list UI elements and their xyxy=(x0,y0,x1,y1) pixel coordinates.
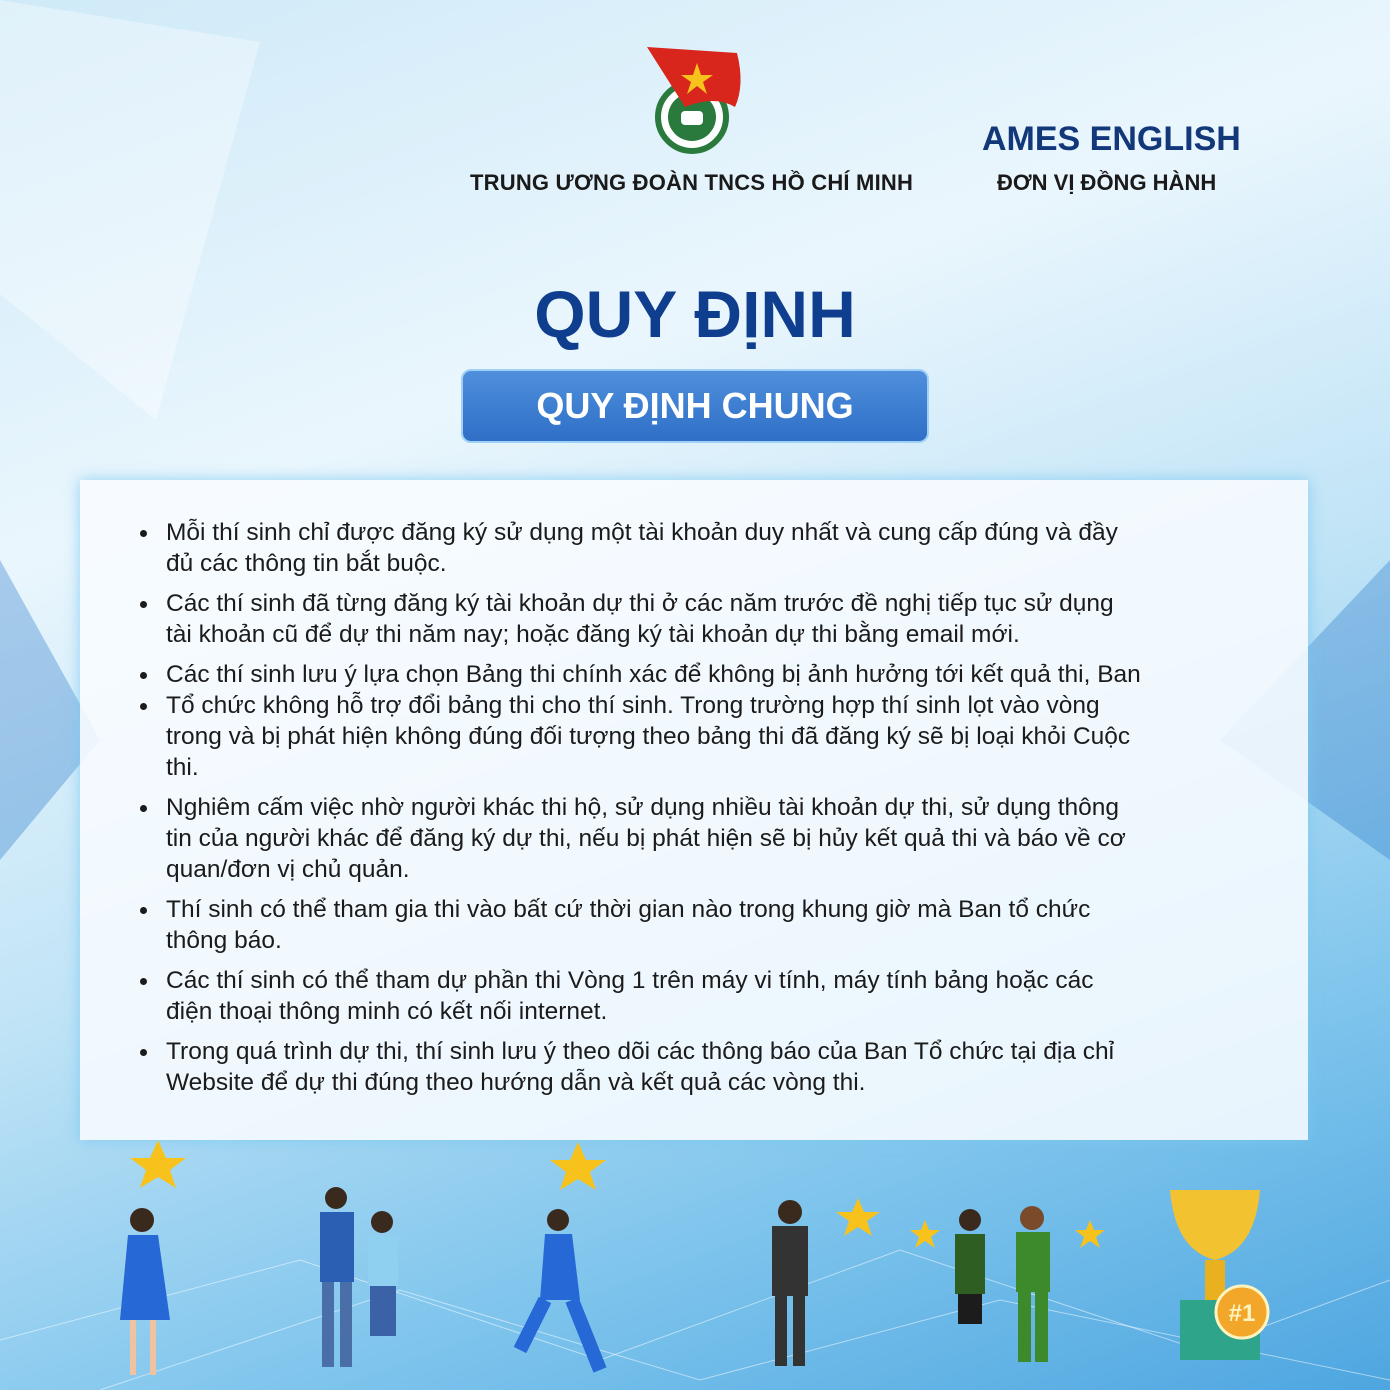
star-icon xyxy=(130,1140,1105,1248)
section-banner: QUY ĐỊNH CHUNG xyxy=(461,369,929,443)
organization-name: TRUNG ƯƠNG ĐOÀN TNCS HỒ CHÍ MINH xyxy=(470,170,914,195)
rule-item: Các thí sinh lưu ý lựa chọn Bảng thi chính xác để không bị ảnh hưởng tới kết quả thi, Ban xyxy=(138,659,1228,690)
rule-item: Mỗi thí sinh chỉ được đăng ký sử dụng một tài khoản duy nhất và cung cấp đúng và đầy đủ các thông tin bắt buộc. xyxy=(138,517,1228,579)
rule-item: Thí sinh có thể tham gia thi vào bất cứ thời gian nào trong khung giờ mà Ban tổ chức thông báo. xyxy=(138,894,1228,956)
people-illustration xyxy=(0,1140,1390,1390)
rule-item: Trong quá trình dự thi, thí sinh lưu ý theo dõi các thông báo của Ban Tổ chức tại địa chỉ Website để dự thi đúng theo hướng dẫn và kết quả các vòng thi. xyxy=(138,1036,1228,1098)
person-figures xyxy=(120,1187,1050,1375)
rule-item: Tổ chức không hỗ trợ đổi bảng thi cho thí sinh. Trong trường hợp thí sinh lọt vào vòng trong và bị phát hiện không đúng đối tượng theo bảng thi đã đăng ký sẽ bị loại khỏi Cuộc thi. xyxy=(138,690,1228,783)
rule-item: Các thí sinh có thể tham dự phần thi Vòng 1 trên máy vi tính, máy tính bảng hoặc các điện thoại thông minh có kết nối internet. xyxy=(138,965,1228,1027)
rule-item: Nghiêm cấm việc nhờ người khác thi hộ, sử dụng nhiều tài khoản dự thi, sử dụng thông tin của người khác để đăng ký dự thi, nếu bị phát hiện sẽ bị hủy kết quả thi và báo về cơ quan/đơn vị chủ quản. xyxy=(138,792,1228,885)
rule-item: Các thí sinh đã từng đăng ký tài khoản dự thi ở các năm trước đề nghị tiếp tục sử dụng tài khoản cũ để dự thi năm nay; hoặc đăng ký tài khoản dự thi bằng email mới. xyxy=(138,588,1228,650)
rules-list xyxy=(138,517,1228,1107)
trophy-badge: #1 xyxy=(1228,1300,1256,1327)
partner-brand: AMES ENGLISH xyxy=(982,120,1241,158)
youth-union-logo xyxy=(645,45,745,155)
page-title: QUY ĐỊNH xyxy=(534,277,856,351)
trophy-icon xyxy=(1170,1190,1268,1360)
background-facet xyxy=(0,0,260,420)
partner-label: ĐƠN VỊ ĐỒNG HÀNH xyxy=(997,170,1217,195)
